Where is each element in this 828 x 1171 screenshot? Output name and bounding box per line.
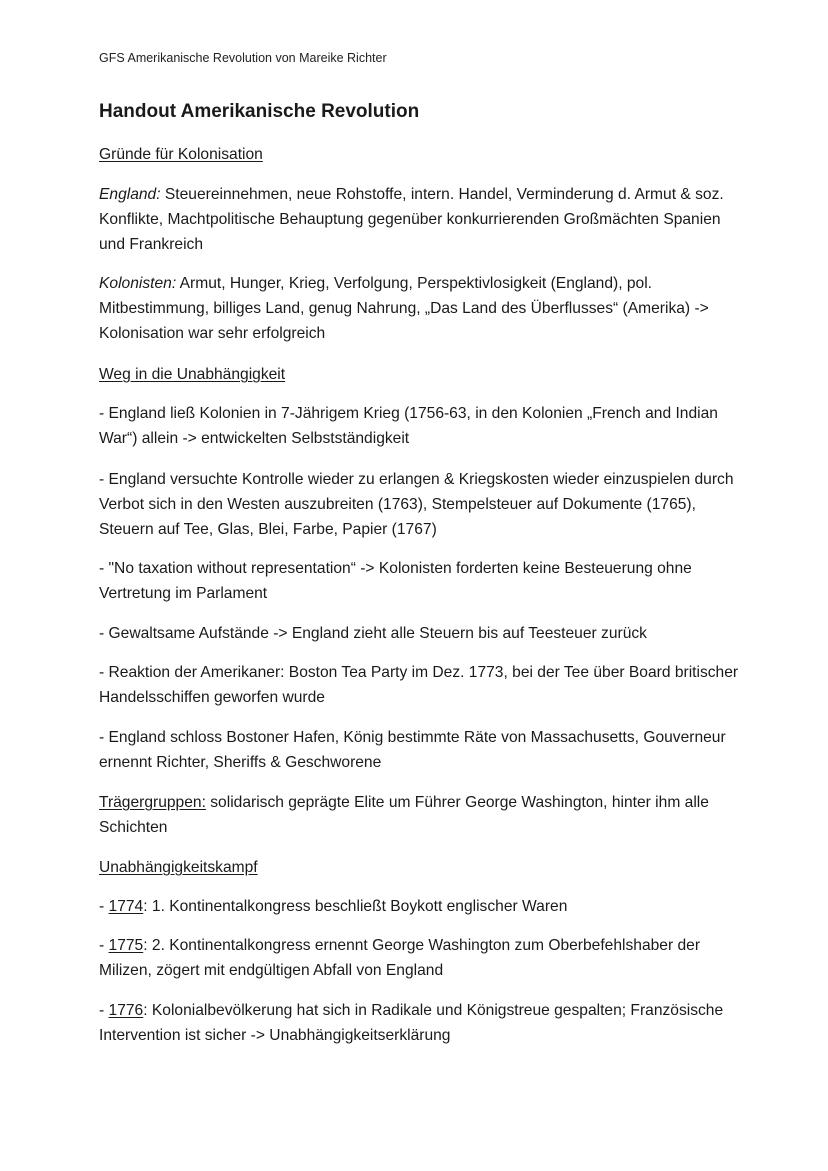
list-item: - England ließ Kolonien in 7-Jährigem Krieg (1756-63, in den Kolonien „French and Indian War“) allein -> entwickelten Selbstständigkeit: [99, 405, 718, 447]
section-heading-weg: Weg in die Unabhängigkeit: [99, 366, 286, 383]
section-heading-kampf: Unabhängigkeitskampf: [99, 859, 258, 876]
paragraph-kolonisten: [99, 271, 739, 346]
text-traegergruppen: solidarisch geprägte Elite um Führer George Washington, hinter ihm alle Schichten: [99, 794, 709, 836]
list-item: - England schloss Bostoner Hafen, König bestimmte Räte von Massachusetts, Gouverneur ernennt Richter, Sheriffs & Geschworene: [99, 729, 726, 771]
text-kolonisten: Armut, Hunger, Krieg, Verfolgung, Perspektivlosigkeit (England), pol. Mitbestimmung, billiges Land, genug Nahrung, „Das Land des Überflusses“ (Amerika) -> Kolonisation war sehr erfolgreich: [99, 275, 709, 342]
paragraph-england: [99, 182, 739, 257]
year-1776: 1776: [108, 1002, 144, 1019]
list-item: - 1775: 2. Kontinentalkongress ernennt George Washington zum Oberbefehlshaber der Milizen, zögert mit endgültigen Abfall von England: [99, 937, 701, 979]
label-england: England:: [99, 186, 161, 203]
list-item: - Gewaltsame Aufstände -> England zieht alle Steuern bis auf Teesteuer zurück: [99, 625, 647, 642]
label-kolonisten: Kolonisten:: [99, 275, 177, 292]
page-header: GFS Amerikanische Revolution von Mareike Richter: [99, 51, 387, 65]
page-title: Handout Amerikanische Revolution: [99, 101, 420, 122]
list-item: - 1774: 1. Kontinentalkongress beschließt Boykott englischer Waren: [99, 898, 568, 915]
year-1774: 1774: [108, 898, 144, 915]
list-item: - 1776: Kolonialbevölkerung hat sich in Radikale und Königstreue gespalten; Französische Intervention ist sicher -> Unabhängigkeitserklärung: [99, 1002, 724, 1044]
list-item: - England versuchte Kontrolle wieder zu erlangen & Kriegskosten wieder einzuspielen durch Verbot sich in den Westen auszubreiten (1763), Stempelsteuer auf Dokumente (1765), Steuern auf Tee, Glas, Blei, Farbe, Papier (1767): [99, 471, 734, 538]
list-item: - Reaktion der Amerikaner: Boston Tea Party im Dez. 1773, bei der Tee über Board britischer Handelsschiffen geworfen wurde: [99, 664, 739, 706]
paragraph-traegergruppen: [99, 790, 739, 840]
year-1775: 1775: [108, 937, 144, 954]
text-england: Steuereinnehmen, neue Rohstoffe, intern. Handel, Verminderung d. Armut & soz. Konflikte, Machtpolitische Behauptung gegenüber konkurrierenden Großmächten Spanien und Frankreich: [99, 186, 724, 253]
list-item: - "No taxation without representation“ -> Kolonisten forderten keine Besteuerung ohne Vertretung im Parlament: [99, 560, 692, 602]
label-traegergruppen: Trägergruppen:: [99, 794, 206, 811]
section-heading-gruende: Gründe für Kolonisation: [99, 146, 263, 163]
